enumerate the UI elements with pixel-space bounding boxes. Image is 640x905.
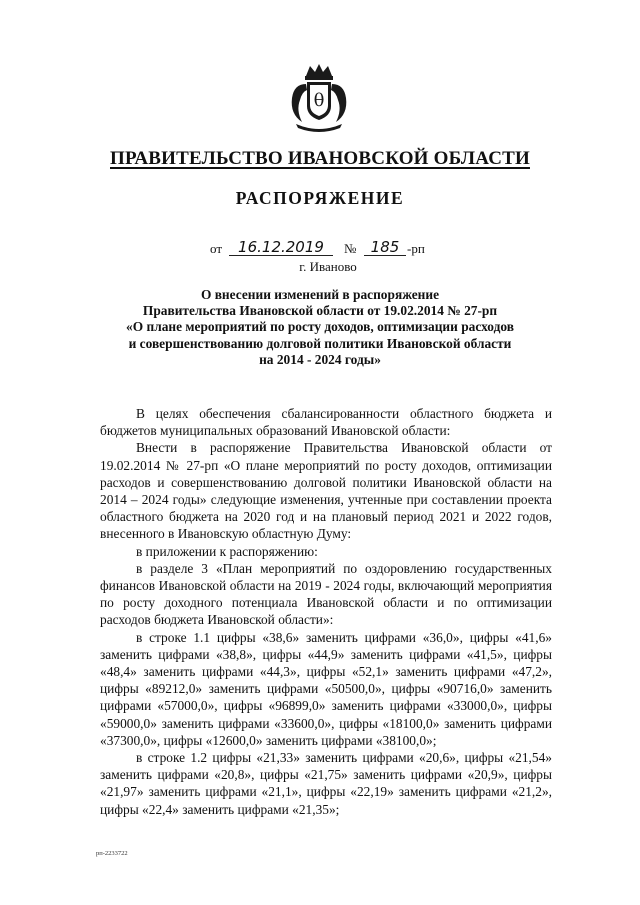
city: г. Иваново (299, 259, 357, 274)
svg-text:θ: θ (313, 90, 325, 111)
heading-line: «О плане мероприятий по росту доходов, оптимизации расходов (126, 319, 514, 335)
paragraph: Внести в распоряжение Правительства Ивановской области от 19.02.2014 № 27-рп «О плане мероприятий по росту доходов, оптимизации расходов и совершенствованию долговой политики Ивановской области на 2014 – 2024 годы» следующие изменения, учтенные при составлении проекта областного бюджета на 2020 год и на плановый период 2021 и 2022 годов, внесенного в Ивановскую областную Думу: (100, 440, 552, 542)
coat-of-arms-icon (286, 62, 352, 134)
paragraph: в разделе 3 «План мероприятий по оздоровлению государственных финансов Ивановской области на 2019 - 2024 годы, включающий мероприятия по росту доходного потенциала Ивановской области и по оптимизации расходов бюджета Ивановской области»: (100, 560, 552, 628)
number-label: № (344, 241, 357, 256)
number-suffix: -рп (407, 241, 425, 256)
heading-line: и совершенствованию долговой политики Ивановской области (128, 335, 512, 351)
document-type-title: РАСПОРЯЖЕНИЕ (235, 188, 405, 208)
paragraph: в приложении к распоряжению: (136, 543, 318, 559)
date-number-line (0, 237, 640, 261)
paragraph: в строке 1.1 цифры «38,6» заменить цифрами «36,0», цифры «41,6» заменить цифрами «38,8», цифры «44,9» заменить цифрами «41,5», цифры «48,4» заменить цифрами «44,3», цифры «52,1» заменить цифрами «47,2», цифры «89212,0» заменить цифрами «50500,0», цифры «90716,0» заменить цифрами «57000,0», цифры «96899,0» заменить цифрами «33000,0», цифры «59000,0» заменить цифрами «33600,0», цифры «18100,0» заменить цифрами «37300,0», цифры «12600,0» заменить цифрами «38100,0»; (100, 629, 552, 748)
government-title: ПРАВИТЕЛЬСТВО ИВАНОВСКОЙ ОБЛАСТИ (110, 148, 530, 169)
document-body (100, 405, 552, 818)
footer-code: рп-2233722 (96, 850, 128, 857)
from-label: от (210, 241, 223, 256)
document-number: 185 (364, 239, 406, 256)
heading-line: Правительства Ивановской области от 19.02.2014 № 27-рп (142, 303, 498, 319)
paragraph: в строке 1.2 цифры «21,33» заменить цифрами «20,6», цифры «21,54» заменить цифрами «20,8», цифры «21,75» заменить цифрами «20,9», цифры «21,97» заменить цифрами «21,1», цифры «22,19» заменить цифрами «21,2», цифры «22,4» заменить цифрами «21,35»; (100, 750, 552, 817)
heading-line: О внесении изменений в распоряжение (200, 287, 440, 302)
heading-line: на 2014 - 2024 годы» (259, 351, 381, 367)
document-heading (100, 287, 540, 368)
document-date: 16.12.2019 (229, 239, 333, 256)
paragraph: В целях обеспечения сбалансированности областного бюджета и бюджетов муниципальных образований Ивановской области: (100, 406, 552, 439)
